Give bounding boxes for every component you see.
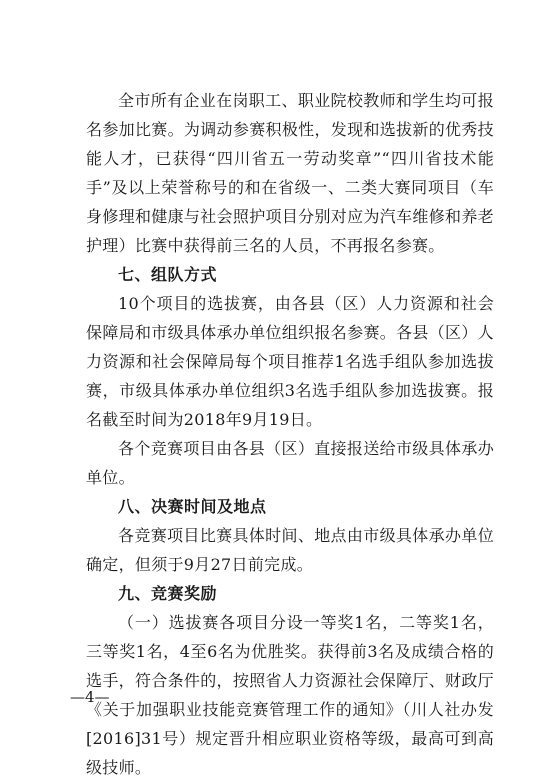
paragraph-team-formation: 10个项目的选拔赛，由各县（区）人力资源和社会保障局和市级具体承办单位组织报名参赛。各县（区）人力资源和社会保障局每个项目推荐1名选手组队参加选拔赛，市级具体承办单位组织3名选手组队参加选拔赛。报名截至时间为2018年9月19日。: [86, 294, 494, 429]
paragraph-eligibility: 全市所有企业在岗职工、职业院校教师和学生均可报名参加比赛。为调动参赛积极性，发现和选拔新的优秀技能人才，已获得“四川省五一劳动奖章”“四川省技术能手”及以上荣誉称号的和在省级一、二类大赛同项目（车身修理和健康与社会照护项目分别对应为汽车维修和养老护理）比赛中获得前三名的人员，不再报名参赛。: [86, 91, 494, 255]
page-number: —4—: [70, 688, 110, 706]
section-heading-final-time-location: 八、决赛时间及地点: [118, 497, 267, 516]
section-heading-team-formation: 七、组队方式: [118, 265, 218, 284]
section-heading-awards: 九、竞赛奖励: [118, 584, 218, 603]
paragraph-final-time: 各竞赛项目比赛具体时间、地点由市级具体承办单位确定，但须于9月27日前完成。: [86, 526, 494, 574]
document-body: [86, 86, 494, 782]
paragraph-awards: （一）选拔赛各项目分设一等奖1名，二等奖1名，三等奖1名，4至6名为优胜奖。获得前3名及成绩合格的选手，符合条件的，按照省人力资源社会保障厅、财政厅《关于加强职业技能竞赛管理工作的通知》（川人社办发[2016]31号）规定晋升相应职业资格等级，最高可到高级技师。: [86, 613, 494, 777]
paragraph-submission: 各个竞赛项目由各县（区）直接报送给市级具体承办单位。: [86, 439, 494, 487]
